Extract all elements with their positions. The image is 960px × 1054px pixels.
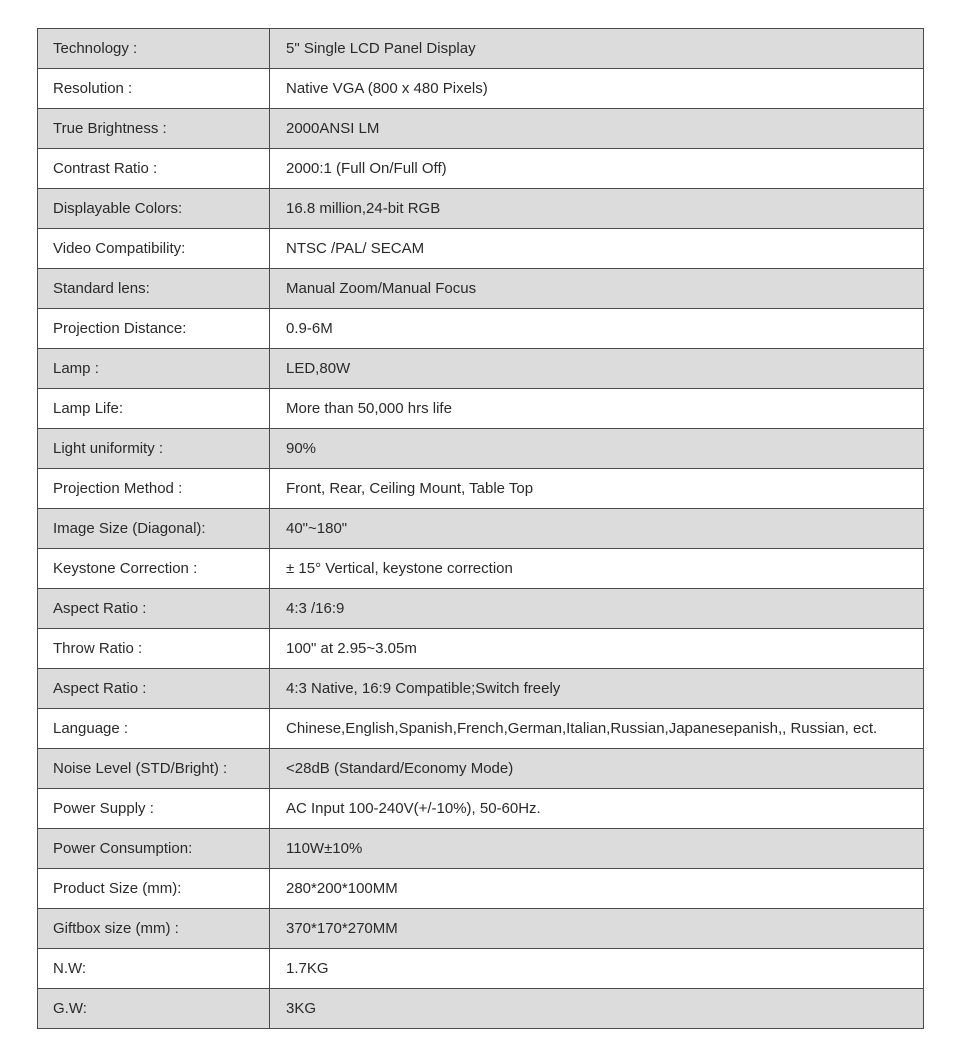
spec-label: Product Size (mm):	[38, 869, 270, 909]
spec-row-contrast-ratio	[38, 149, 924, 189]
spec-value: LED,80W	[270, 349, 924, 389]
spec-value: ± 15° Vertical, keystone correction	[270, 549, 924, 589]
spec-value: 2000ANSI LM	[270, 109, 924, 149]
spec-row-projection-method	[38, 469, 924, 509]
spec-label: Power Consumption:	[38, 829, 270, 869]
spec-label: Projection Distance:	[38, 309, 270, 349]
spec-label: Lamp :	[38, 349, 270, 389]
spec-row-video-compatibility	[38, 229, 924, 269]
spec-row-giftbox-size	[38, 909, 924, 949]
spec-row-power-consumption	[38, 829, 924, 869]
spec-value: 40"~180"	[270, 509, 924, 549]
spec-row-standard-lens	[38, 269, 924, 309]
spec-row-displayable-colors	[38, 189, 924, 229]
spec-label: Technology :	[38, 29, 270, 69]
spec-value: <28dB (Standard/Economy Mode)	[270, 749, 924, 789]
spec-value: Native VGA (800 x 480 Pixels)	[270, 69, 924, 109]
spec-value: 280*200*100MM	[270, 869, 924, 909]
spec-label: Contrast Ratio :	[38, 149, 270, 189]
spec-row-product-size	[38, 869, 924, 909]
spec-row-net-weight	[38, 949, 924, 989]
spec-row-noise-level	[38, 749, 924, 789]
spec-value: 5" Single LCD Panel Display	[270, 29, 924, 69]
spec-value: 4:3 /16:9	[270, 589, 924, 629]
spec-row-gross-weight	[38, 989, 924, 1029]
spec-row-true-brightness	[38, 109, 924, 149]
spec-table-body	[38, 29, 924, 1029]
spec-label: Standard lens:	[38, 269, 270, 309]
spec-label: Aspect Ratio :	[38, 589, 270, 629]
spec-label: Projection Method :	[38, 469, 270, 509]
spec-value: 370*170*270MM	[270, 909, 924, 949]
spec-value: 90%	[270, 429, 924, 469]
spec-label: Power Supply :	[38, 789, 270, 829]
spec-label: G.W:	[38, 989, 270, 1029]
spec-value: 4:3 Native, 16:9 Compatible;Switch freely	[270, 669, 924, 709]
spec-value: 0.9-6M	[270, 309, 924, 349]
spec-row-resolution	[38, 69, 924, 109]
spec-row-keystone-correction	[38, 549, 924, 589]
spec-label: Resolution :	[38, 69, 270, 109]
spec-label: Noise Level (STD/Bright) :	[38, 749, 270, 789]
spec-row-throw-ratio	[38, 629, 924, 669]
spec-label: Displayable Colors:	[38, 189, 270, 229]
spec-value: 3KG	[270, 989, 924, 1029]
spec-value: 2000:1 (Full On/Full Off)	[270, 149, 924, 189]
spec-label: Throw Ratio :	[38, 629, 270, 669]
spec-label: Aspect Ratio :	[38, 669, 270, 709]
spec-row-projection-distance	[38, 309, 924, 349]
spec-row-power-supply	[38, 789, 924, 829]
spec-row-light-uniformity	[38, 429, 924, 469]
spec-label: Image Size (Diagonal):	[38, 509, 270, 549]
spec-label: Giftbox size (mm) :	[38, 909, 270, 949]
spec-label: True Brightness :	[38, 109, 270, 149]
spec-row-language	[38, 709, 924, 749]
spec-label: N.W:	[38, 949, 270, 989]
spec-label: Language :	[38, 709, 270, 749]
spec-value: 100" at 2.95~3.05m	[270, 629, 924, 669]
spec-value: More than 50,000 hrs life	[270, 389, 924, 429]
spec-label: Keystone Correction :	[38, 549, 270, 589]
spec-row-technology	[38, 29, 924, 69]
spec-value: 110W±10%	[270, 829, 924, 869]
spec-row-aspect-ratio-native	[38, 669, 924, 709]
spec-label: Video Compatibility:	[38, 229, 270, 269]
spec-value: Manual Zoom/Manual Focus	[270, 269, 924, 309]
spec-value: AC Input 100-240V(+/-10%), 50-60Hz.	[270, 789, 924, 829]
spec-label: Lamp Life:	[38, 389, 270, 429]
spec-row-lamp-life	[38, 389, 924, 429]
spec-value: Chinese,English,Spanish,French,German,Italian,Russian,Japanesepanish,, Russian, ect.	[270, 709, 924, 749]
spec-row-image-size	[38, 509, 924, 549]
spec-row-lamp	[38, 349, 924, 389]
spec-label: Light uniformity :	[38, 429, 270, 469]
spec-value: 16.8 million,24-bit RGB	[270, 189, 924, 229]
spec-value: 1.7KG	[270, 949, 924, 989]
spec-value: NTSC /PAL/ SECAM	[270, 229, 924, 269]
spec-row-aspect-ratio	[38, 589, 924, 629]
spec-value: Front, Rear, Ceiling Mount, Table Top	[270, 469, 924, 509]
spec-table	[37, 28, 924, 1029]
